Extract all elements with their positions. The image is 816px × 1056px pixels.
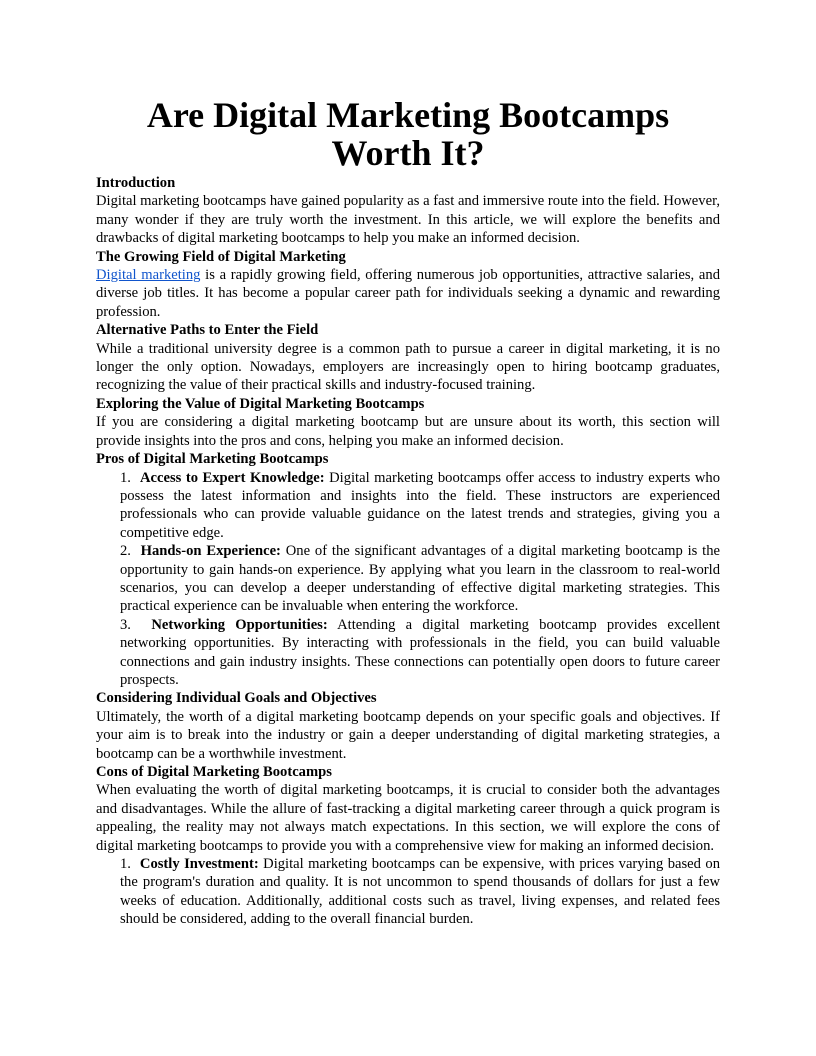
section-heading-exploring-value: Exploring the Value of Digital Marketing Bootcamps (96, 395, 425, 412)
paragraph-goals: Ultimately, the worth of a digital marketing bootcamp depends on your specific goals and objectives. If your aim is to break into the industry or gain a deeper understanding of digital marketing strategies, a bootcamp can be a worthwhile investment. (96, 708, 720, 762)
list-item-lead: Hands-on Experience: (140, 543, 281, 560)
page-title: Are Digital Marketing Bootcamps Worth It? (146, 95, 670, 173)
paragraph-introduction: Digital marketing bootcamps have gained popularity as a fast and immersive route into the field. However, many wonder if they are truly worth the investment. In this article, we will explore the benefits and drawbacks of digital marketing bootcamps to help you make an informed decision. (96, 193, 720, 247)
paragraph-cons: When evaluating the worth of digital marketing bootcamps, it is crucial to consider both the advantages and disadvantages. While the allure of fast-tracking a digital marketing career through a quick program is appealing, the reality may not always match expectations. In this section, we will explore the cons of digital marketing bootcamps to provide you with a comprehensive view for making an informed decision. (96, 782, 720, 854)
cons-list (96, 855, 720, 929)
paragraph-growing-field (96, 266, 720, 321)
list-item-text: Attending a digital marketing bootcamp provides excellent networking opportunities. By interacting with professionals in the field, you can build valuable connections and gain industry insights. These connections can potentially open doors to future career prospects. (120, 616, 721, 688)
list-item (120, 855, 720, 929)
list-item-lead: Networking Opportunities: (151, 616, 328, 633)
digital-marketing-link[interactable]: Digital marketing (96, 267, 201, 284)
paragraph-exploring-value: If you are considering a digital marketing bootcamp but are unsure about its worth, this section will provide insights into the pros and cons, helping you make an informed decision. (96, 414, 720, 449)
section-heading-cons: Cons of Digital Marketing Bootcamps (96, 764, 332, 780)
list-item-lead: Access to Expert Knowledge: (140, 469, 325, 486)
list-item-number: 2. (120, 543, 131, 560)
section-heading-alternative-paths: Alternative Paths to Enter the Field (96, 322, 319, 339)
list-item (120, 616, 720, 690)
paragraph-alternative-paths: While a traditional university degree is a common path to pursue a career in digital marketing, it is no longer the only option. Nowadays, employers are increasingly open to hiring bootcamp graduates, recognizing the value of their practical skills and industry-focused training. (96, 340, 720, 394)
pros-list (96, 469, 720, 690)
paragraph-growing-field-text: is a rapidly growing field, offering numerous job opportunities, attractive salaries, and diverse job titles. It has become a popular career path for individuals seeking a dynamic and rewarding profession. (96, 267, 720, 320)
section-heading-goals: Considering Individual Goals and Objectives (96, 690, 377, 707)
list-item (120, 469, 720, 543)
list-item-number: 1. (120, 856, 131, 873)
section-heading-pros: Pros of Digital Marketing Bootcamps (96, 451, 329, 468)
list-item-number: 1. (120, 469, 131, 486)
section-heading-growing-field: The Growing Field of Digital Marketing (96, 248, 346, 265)
list-item-text: Digital marketing bootcamps can be expensive, with prices varying based on the program's duration and quality. It is not uncommon to spend thousands of dollars for just a few weeks of education. Additionally, additional costs such as travel, living expenses, and related fees should be considered, adding to the overall financial burden. (120, 856, 721, 928)
section-heading-introduction: Introduction (96, 175, 176, 191)
document-page (96, 96, 720, 929)
list-item-number: 3. (120, 616, 131, 633)
list-item-lead: Costly Investment: (139, 856, 259, 873)
list-item-text: Digital marketing bootcamps offer access to industry experts who possess the latest information and insights into the field. These instructors are experienced professionals who can provide valuable guidance on the latest trends and strategies, giving you a competitive edge. (120, 469, 721, 541)
list-item-text: One of the significant advantages of a digital marketing bootcamp is the opportunity to gain hands-on experience. By applying what you learn in the classroom to real-world scenarios, you can develop a deeper understanding of effective digital marketing strategies. This practical experience can be invaluable when entering the workforce. (120, 543, 721, 615)
list-item (120, 542, 720, 616)
